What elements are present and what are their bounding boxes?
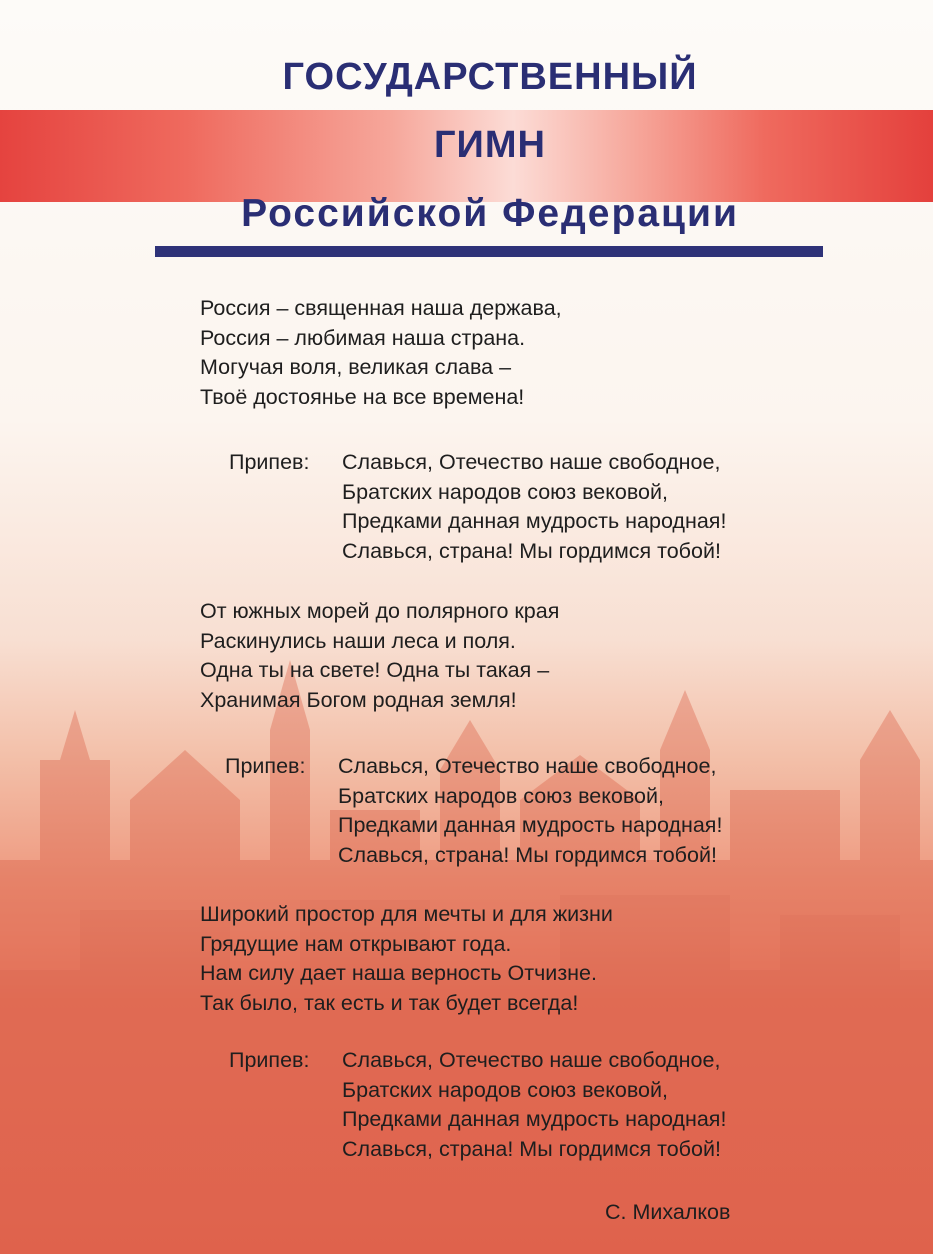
verse-line: Широкий простор для мечты и для жизни — [200, 902, 613, 926]
chorus-line: Славься, Отечество наше свободное, — [342, 450, 721, 474]
chorus-line: Предками данная мудрость народная! — [338, 813, 723, 837]
verse-line: Раскинулись наши леса и поля. — [200, 628, 516, 653]
chorus-line: Славься, Отечество наше свободное, — [338, 754, 717, 778]
chorus-line: Славься, страна! Мы гордимся тобой! — [338, 842, 717, 867]
chorus-line: Предками данная мудрость народная! — [342, 509, 727, 533]
verse-line: Россия – священная наша держава, — [200, 296, 562, 320]
title-line-1: ГОСУДАРСТВЕННЫЙ — [282, 56, 698, 98]
title-line-2: ГИМН — [434, 124, 546, 166]
verse-line: Твоё достоянье на все времена! — [200, 384, 525, 409]
stanza-1 — [200, 294, 562, 412]
stanza-3 — [200, 900, 613, 1018]
stanza-2 — [200, 597, 559, 715]
chorus-line: Славься, страна! Мы гордимся тобой! — [342, 538, 721, 563]
verse-line: От южных морей до полярного края — [200, 599, 560, 623]
verse-line: Одна ты на свете! Одна ты такая – — [200, 658, 550, 682]
verse-line: Хранимая Богом родная земля! — [200, 687, 517, 712]
chorus-line: Братских народов союз вековой, — [338, 783, 664, 808]
chorus-line: Славься, страна! Мы гордимся тобой! — [342, 1136, 721, 1161]
chorus-line: Предками данная мудрость народная! — [342, 1107, 727, 1131]
chorus-label: Припев: — [225, 754, 306, 778]
verse-line: Грядущие нам открывают года. — [200, 931, 512, 956]
chorus-line: Братских народов союз вековой, — [342, 479, 668, 504]
chorus-label: Припев: — [229, 450, 310, 474]
title-line-3: Российской Федерации — [241, 192, 739, 235]
verse-line: Россия – любимая наша страна. — [200, 325, 526, 350]
verse-line: Так было, так есть и так будет всегда! — [200, 990, 579, 1015]
verse-line: Могучая воля, великая слава – — [200, 355, 512, 379]
title-underline — [155, 246, 823, 257]
chorus-label: Припев: — [229, 1048, 310, 1072]
author-signature: С. Михалков — [605, 1200, 731, 1224]
chorus-line: Славься, Отечество наше свободное, — [342, 1048, 721, 1072]
verse-line: Нам силу дает наша верность Отчизне. — [200, 961, 597, 985]
chorus-line: Братских народов союз вековой, — [342, 1077, 668, 1102]
